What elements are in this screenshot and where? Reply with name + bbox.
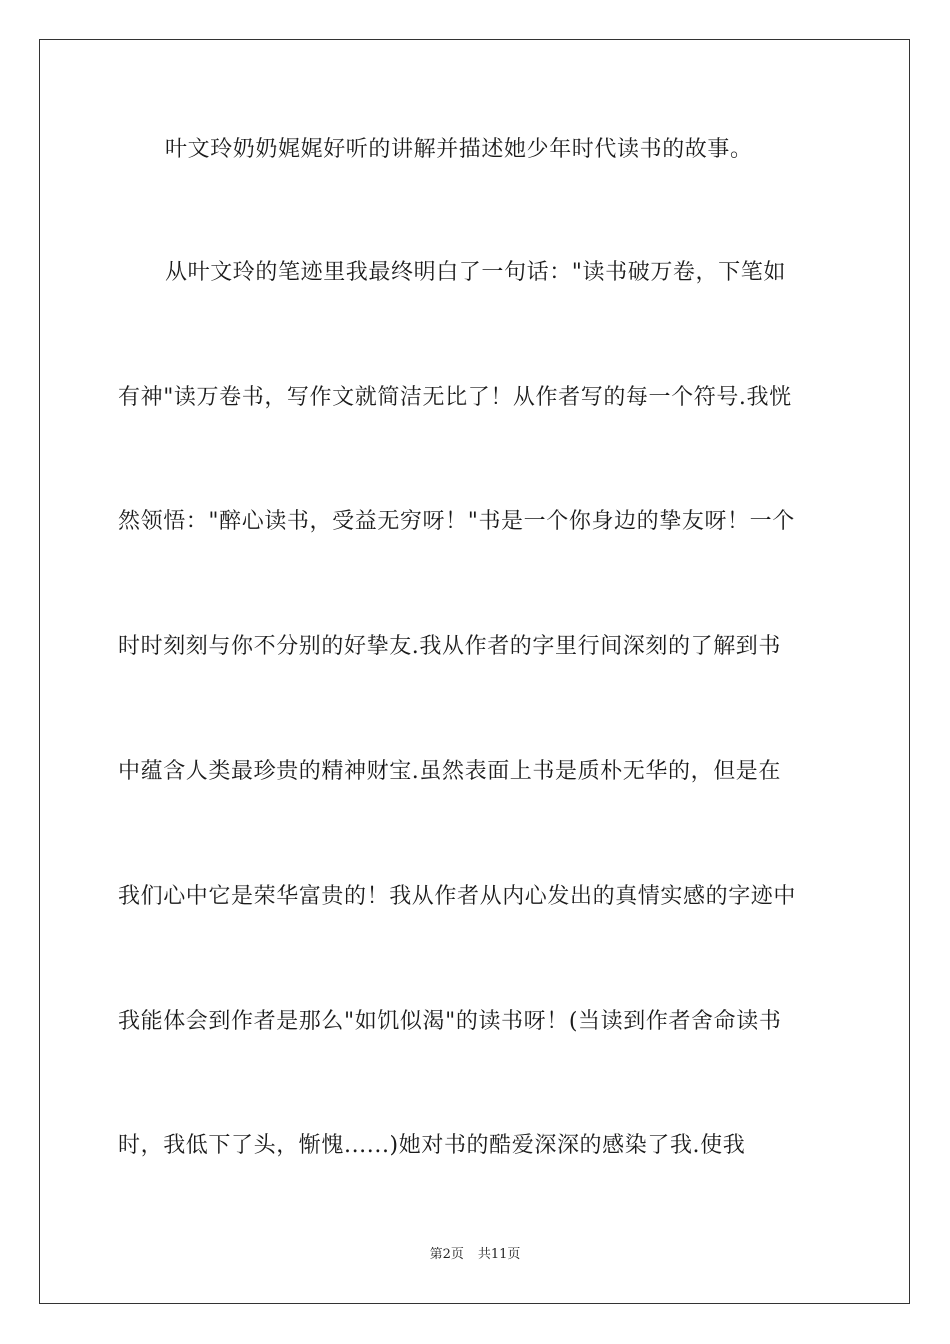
text-line-9: 时，我低下了头，惭愧......)她对书的酷爱深深的感染了我.使我 (118, 1133, 746, 1158)
text-line-3: 有神"读万卷书，写作文就简洁无比了！从作者写的每一个符号.我恍 (118, 385, 792, 410)
page-number: 第2页 (429, 1247, 464, 1262)
page-border (39, 39, 910, 1304)
text-line-5: 时时刻刻与你不分别的好挚友.我从作者的字里行间深刻的了解到书 (118, 634, 781, 659)
page-total: 共11页 (477, 1247, 521, 1262)
text-line-7: 我们心中它是荣华富贵的！我从作者从内心发出的真情实感的字迹中 (118, 884, 797, 909)
text-line-8: 我能体会到作者是那么"如饥似渴"的读书呀！(当读到作者舍命读书 (118, 1009, 782, 1034)
text-line-4: 然领悟："醉心读书，受益无穷呀！"书是一个你身边的挚友呀！一个 (118, 509, 795, 534)
text-line-6: 中蕴含人类最珍贵的精神财宝.虽然表面上书是质朴无华的，但是在 (118, 759, 781, 784)
text-line-2: 从叶文玲的笔迹里我最终明白了一句话："读书破万卷，下笔如 (165, 260, 786, 285)
page-footer (0, 1246, 950, 1264)
text-line-1: 叶文玲奶奶娓娓好听的讲解并描述她少年时代读书的故事。 (165, 137, 753, 162)
